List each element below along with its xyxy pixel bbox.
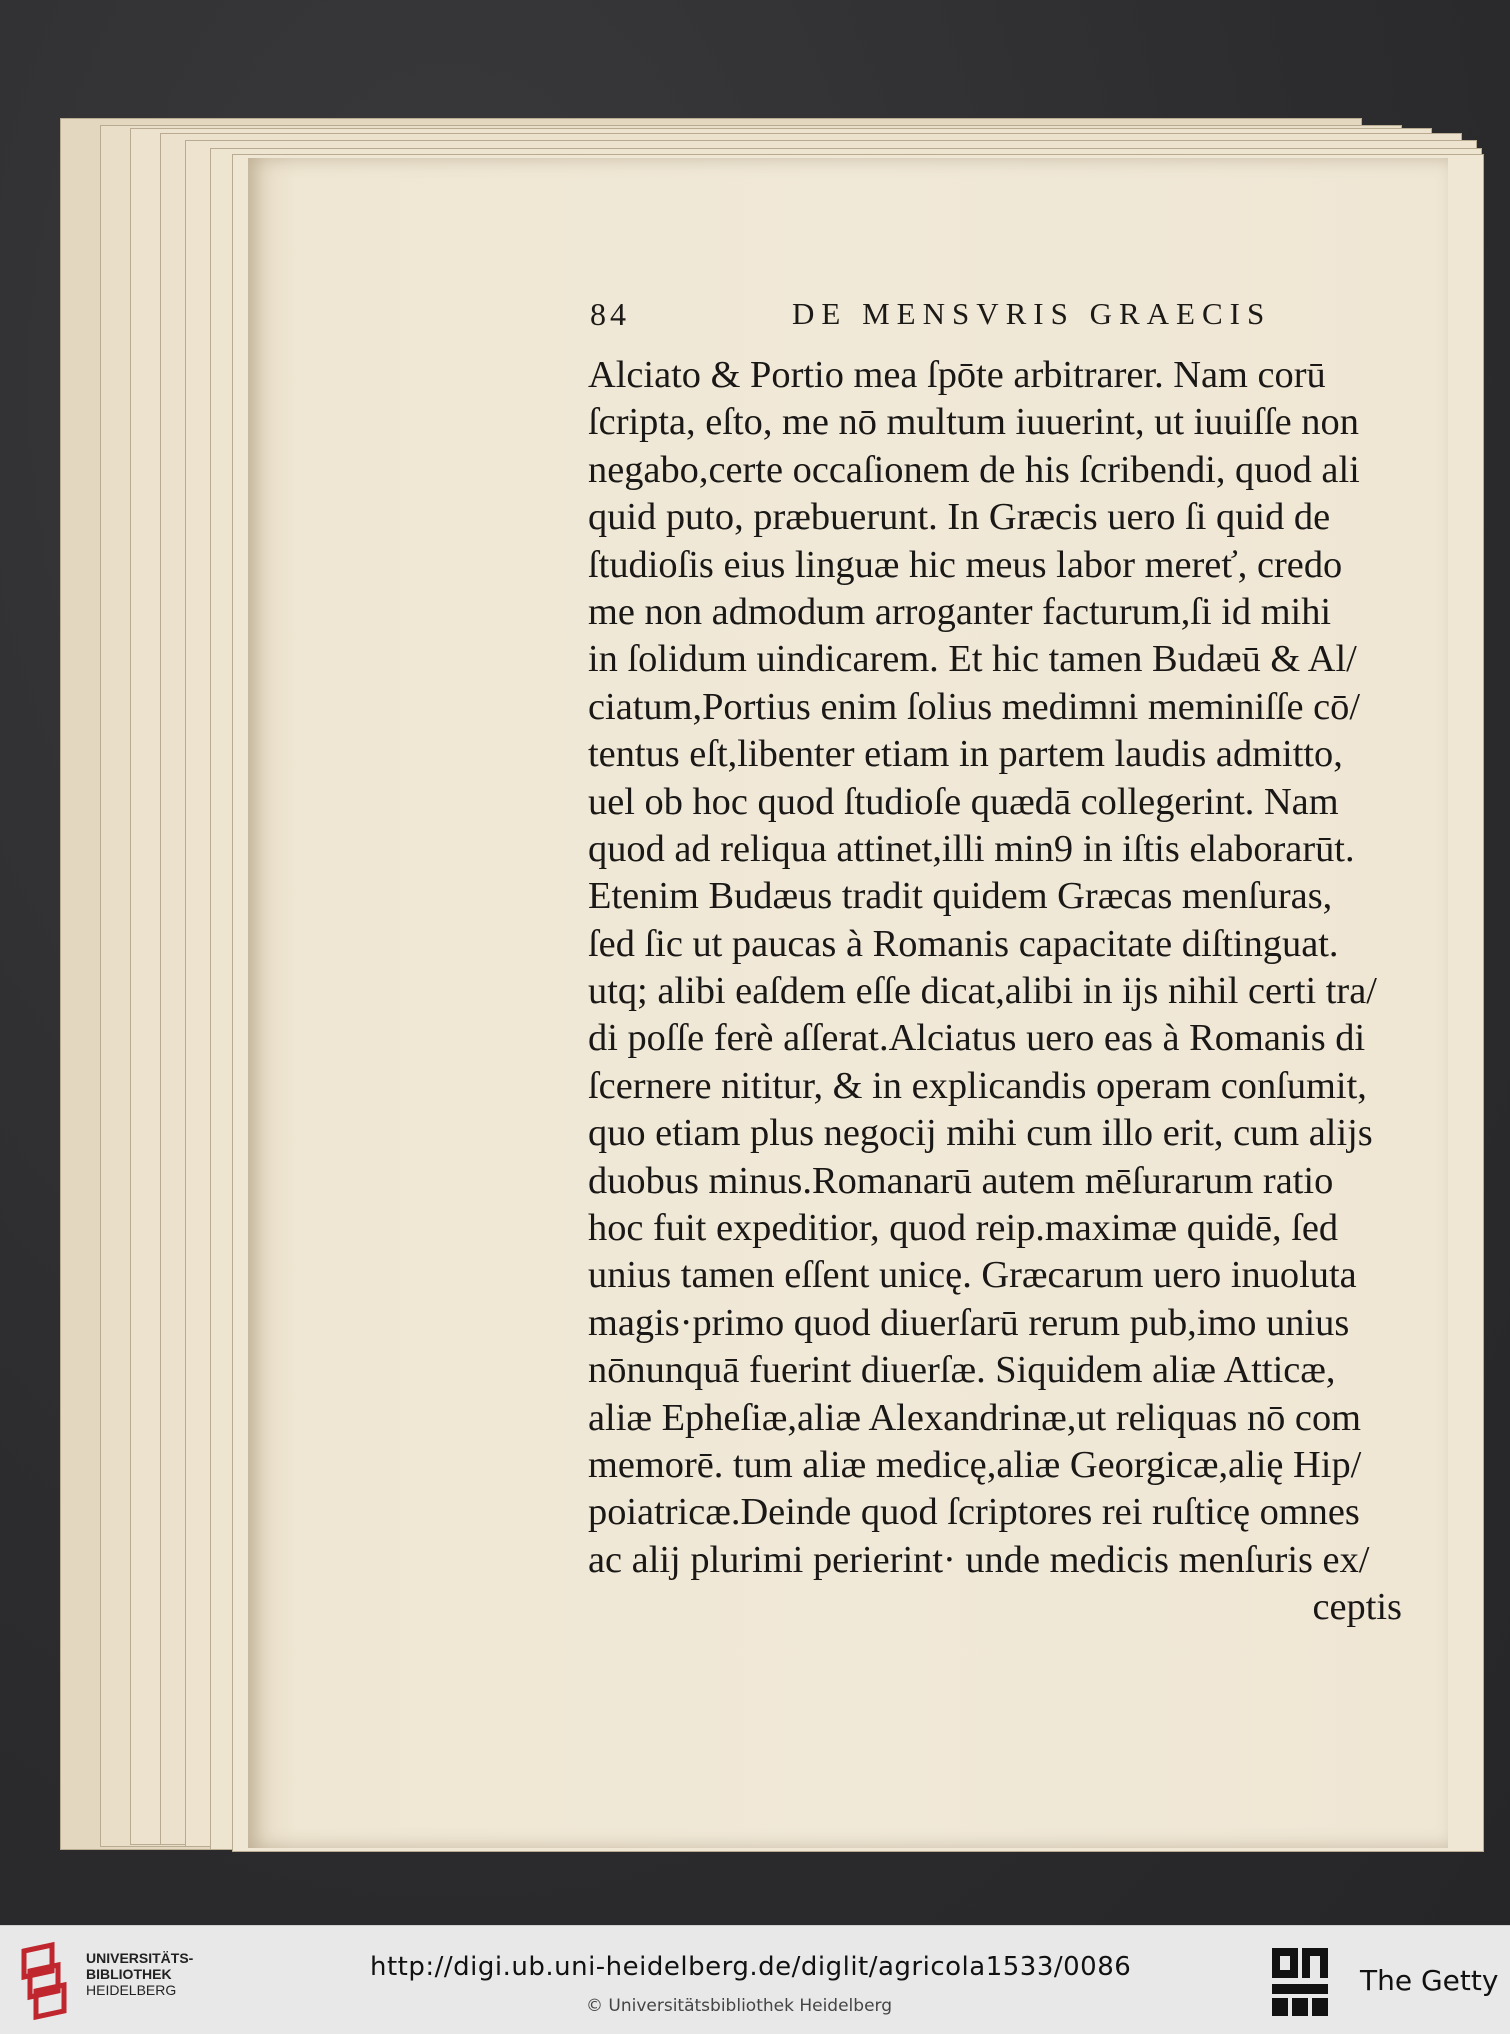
text-line: ſcernere nititur, & in explicandis operam conſumit, — [588, 1064, 1367, 1107]
text-line: ſcripta, eſto, me nō multum iuuerint, ut iuuiſſe non — [588, 401, 1359, 444]
text-line: quo etiam plus negocij mihi cum illo erit, cum alijs — [588, 1112, 1373, 1155]
text-block — [588, 352, 1408, 1632]
text-line: ac alij plurimi perierint· unde medicis menſuris ex/ — [588, 1538, 1370, 1581]
library-name-line: BIBLIOTHEK — [86, 1966, 172, 1982]
text-line: ſtudioſis eius linguæ hic meus labor mereť, credo — [588, 543, 1343, 586]
text-line: tentus eſt,libenter etiam in partem laudis admitto, — [588, 733, 1343, 776]
text-line: Alciato & Portio mea ſpōte arbitrarer. Nam corū — [588, 354, 1326, 396]
library-name-line: UNIVERSITÄTS- — [86, 1950, 194, 1966]
text-line: negabo,certe occaſionem de his ſcribendi, quod ali — [588, 448, 1360, 491]
text-line: magis·primo quod diuerſarū rerum pub,imo unius — [588, 1301, 1350, 1344]
ub-heidelberg-logo-icon[interactable] — [16, 1941, 78, 2021]
text-line: quod ad reliqua attinet,illi min9 in iſtis elaborarūt. — [588, 827, 1355, 870]
text-line: in ſolidum uindicarem. Et hic tamen Budæū & Al/ — [588, 638, 1357, 681]
permalink-url[interactable]: http://digi.ub.uni-heidelberg.de/diglit/agricola1533/0086 — [370, 1952, 1132, 1982]
page-number: 84 — [590, 296, 630, 332]
partner-name: The Getty — [1360, 1964, 1499, 1997]
text-line: aliæ Epheſiæ,aliæ Alexandrinæ,ut reliquas nō com — [588, 1396, 1362, 1439]
text-line: di poſſe ferè aſſerat.Alciatus uero eas à Romanis di — [588, 1017, 1366, 1060]
text-line: Etenim Budæus tradit quidem Græcas menſuras, — [588, 875, 1333, 918]
text-line: poiatricæ.Deinde quod ſcriptores rei ruſticę omnes — [588, 1491, 1360, 1534]
text-line: ſed ſic ut paucas à Romanis capacitate diſtinguat. — [588, 922, 1339, 965]
text-line: utq; alibi eaſdem eſſe dicat,alibi in ijs nihil certi tra/ — [588, 970, 1377, 1013]
running-head — [590, 296, 1410, 346]
text-line: memorē. tum aliæ medicę,aliæ Georgicæ,alię Hip/ — [588, 1443, 1362, 1486]
text-line: nōnunquā fuerint diuerſæ. Siquidem aliæ Atticæ, — [588, 1349, 1336, 1392]
catchword: ceptis — [1312, 1586, 1402, 1629]
text-line: uel ob hoc quod ſtudioſe quædā collegerint. Nam — [588, 780, 1339, 823]
text-line: unius tamen eſſent unicę. Græcarum uero inuoluta — [588, 1254, 1357, 1297]
library-city: HEIDELBERG — [86, 1982, 177, 1998]
text-line: me non admodum arroganter facturum,ſi id mihi — [588, 590, 1332, 633]
text-line: hoc fuit expeditior, quod reip.maximæ quidē, ſed — [588, 1207, 1339, 1250]
library-name — [86, 1950, 216, 1998]
text-line: ciatum,Portius enim ſolius medimni meminiſſe cō/ — [588, 685, 1360, 728]
running-head-title: DE MENSVRIS GRAECIS — [792, 296, 1272, 331]
copyright-notice: © Universitätsbibliothek Heidelberg — [586, 1996, 893, 2016]
text-line: duobus minus.Romanarū autem mēſurarum ratio — [588, 1159, 1334, 1202]
getty-logo-icon[interactable] — [1270, 1946, 1330, 2020]
viewer-footer — [0, 1925, 1510, 2034]
text-line: quid puto, præbuerunt. In Græcis uero ſi quid de — [588, 496, 1331, 539]
